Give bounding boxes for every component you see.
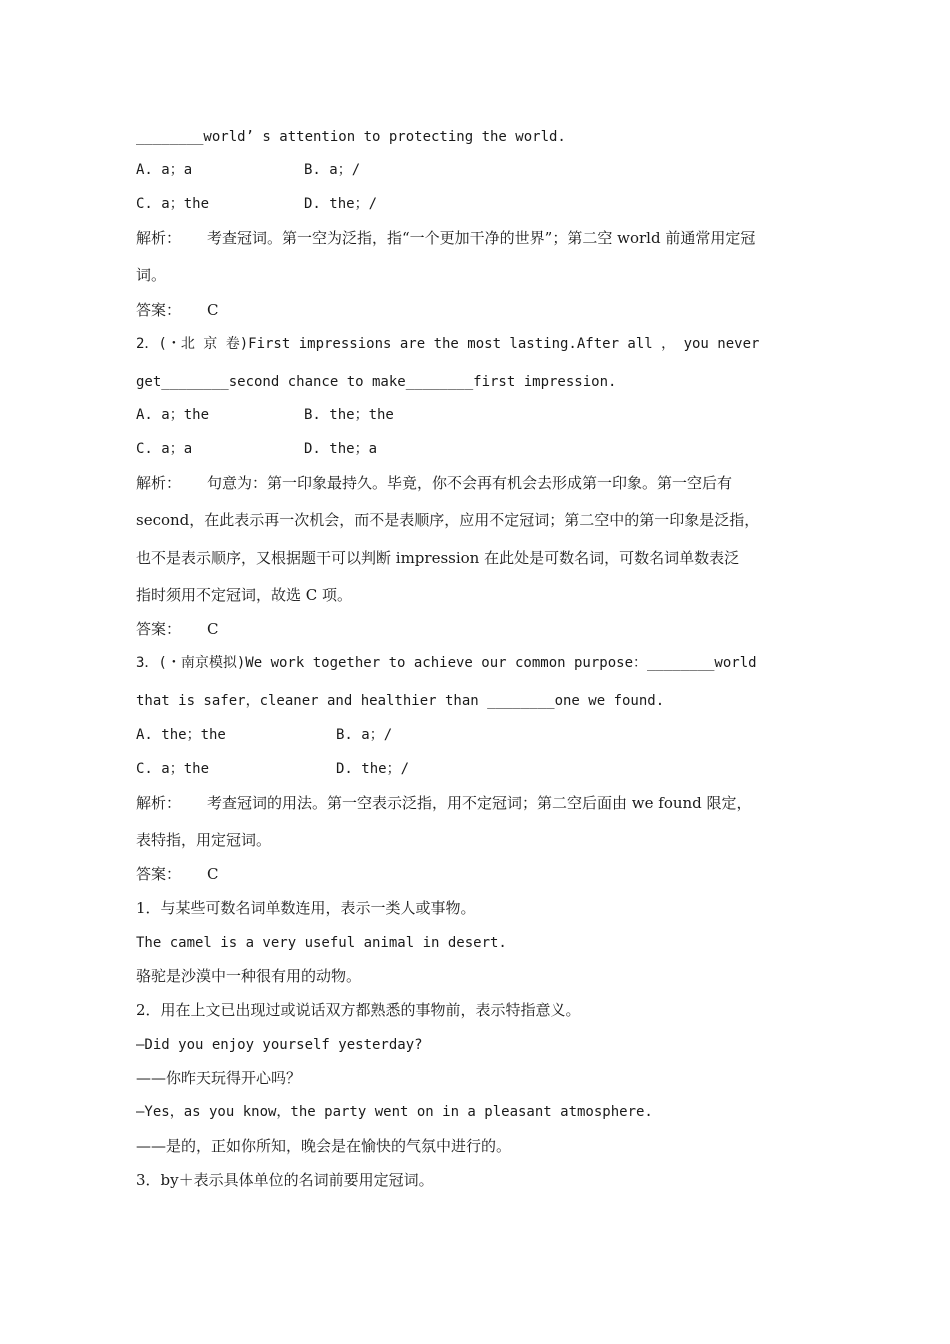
note-2-example-en-1: —Did you enjoy yourself yesterday? <box>136 1037 423 1053</box>
q3-stem-line: that is safer，cleaner and healthier than ________one we found. <box>136 693 665 709</box>
q3-head: 3．(・南京模拟)We work together to achieve our common purpose：________world <box>136 655 757 671</box>
q1-answer <box>136 300 219 320</box>
q2-option-b: B. the；the <box>304 407 394 423</box>
note-2-example-zh-2: ——是的，正如你所知，晚会是在愉快的气氛中进行的。 <box>136 1137 512 1155</box>
q1-options-row-1 <box>136 160 361 180</box>
note-1-example-en: The camel is a very useful animal in desert. <box>136 935 507 951</box>
q3-answer <box>136 864 219 884</box>
q1-analysis-text-2: 词。 <box>136 266 167 284</box>
note-1-heading: 1．与某些可数名词单数连用，表示一类人或事物。 <box>136 899 476 917</box>
q1-option-d: D. the；/ <box>304 196 378 212</box>
q2-option-c: C. a；a <box>136 441 193 457</box>
note-2-heading: 2．用在上文已出现过或说话双方都熟悉的事物前，表示特指意义。 <box>136 1001 581 1019</box>
q1-options-row-2 <box>136 194 378 214</box>
q2-answer <box>136 619 219 639</box>
q3-option-b: B. a；/ <box>336 727 393 743</box>
note-2-example-en-2: —Yes，as you know，the party went on in a pleasant atmosphere. <box>136 1104 653 1120</box>
q1-analysis-label: 解析： <box>136 229 182 247</box>
q2-analysis-text-2: second，在此表示再一次机会，而不是表顺序，应用不定冠词；第二空中的第一印象是泛指， <box>136 511 760 529</box>
q3-options-row-1 <box>136 725 393 745</box>
q1-option-c: C. a；the <box>136 196 210 212</box>
q3-analysis-line-1 <box>136 793 752 813</box>
note-1-example-zh: 骆驼是沙漠中一种很有用的动物。 <box>136 967 362 985</box>
q2-analysis-text-3: 也不是表示顺序，又根据题干可以判断 impression 在此处是可数名词，可数名词单数表泛 <box>136 549 740 567</box>
q2-answer-value: C <box>207 620 219 638</box>
q3-answer-label: 答案： <box>136 865 182 883</box>
q2-analysis-line-1 <box>136 473 732 493</box>
q2-analysis-label: 解析： <box>136 474 182 492</box>
q2-head: 2．(・北 京 卷)First impressions are the most lasting.After all ， you never <box>136 336 760 352</box>
q3-option-a: A. the；the <box>136 727 226 743</box>
q2-analysis-text-4: 指时须用不定冠词，故选 C 项。 <box>136 586 353 604</box>
q1-answer-value: C <box>207 301 219 319</box>
q2-option-d: D. the；a <box>304 441 378 457</box>
q3-analysis-label: 解析： <box>136 794 182 812</box>
q2-stem-line: get________second chance to make________first impression. <box>136 374 617 390</box>
q1-analysis-line-1 <box>136 228 755 248</box>
q2-options-row-1 <box>136 405 394 425</box>
note-3-heading: 3．by＋表示具体单位的名词前要用定冠词。 <box>136 1171 434 1189</box>
q3-answer-value: C <box>207 865 219 883</box>
q3-option-c: C. a；the <box>136 761 210 777</box>
q1-stem-line: ________world’ s attention to protecting the world. <box>136 129 566 145</box>
q2-analysis-text-1: 句意为：第一印象最持久。毕竟，你不会再有机会去形成第一印象。第一空后有 <box>207 474 733 492</box>
q1-option-b: B. a；/ <box>304 162 361 178</box>
q3-options-row-2 <box>136 759 410 779</box>
q3-option-d: D. the；/ <box>336 761 410 777</box>
q1-analysis-text-1: 考查冠词。第一空为泛指，指“一个更加干净的世界”；第二空 world 前通常用定冠 <box>207 229 756 247</box>
q3-analysis-text-2: 表特指，用定冠词。 <box>136 831 272 849</box>
q2-options-row-2 <box>136 439 378 459</box>
q2-option-a: A. a；the <box>136 407 210 423</box>
q1-answer-label: 答案： <box>136 301 182 319</box>
q1-option-a: A. a；a <box>136 162 193 178</box>
q3-analysis-text-1: 考查冠词的用法。第一空表示泛指，用不定冠词；第二空后面由 we found 限定， <box>207 794 752 812</box>
note-2-example-zh-1: ——你昨天玩得开心吗？ <box>136 1069 302 1087</box>
q2-answer-label: 答案： <box>136 620 182 638</box>
